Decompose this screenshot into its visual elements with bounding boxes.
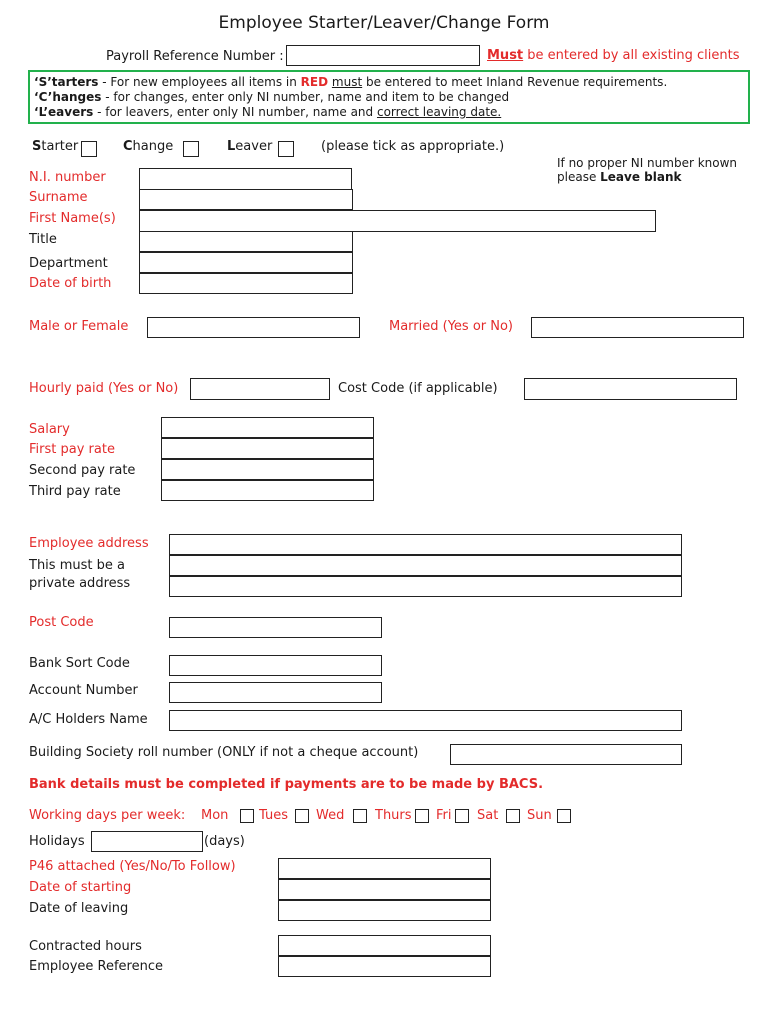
salary-input[interactable] (161, 417, 374, 438)
address-line2-input[interactable] (169, 555, 682, 576)
married-label: Married (Yes or No) (389, 319, 514, 334)
day-wed-label: Wed (316, 808, 345, 823)
department-label: Department (29, 256, 108, 271)
ni-note-line2: please Leave blank (557, 170, 682, 184)
notice-changes: ‘C’hanges - for changes, enter only NI number, name and item to be changed (34, 90, 510, 104)
start-date-input[interactable] (278, 879, 491, 900)
leaver-label: Leaver (227, 139, 273, 154)
account-holder-label: A/C Holders Name (29, 712, 148, 727)
third-pay-rate-label: Third pay rate (29, 484, 121, 499)
salary-label: Salary (29, 422, 70, 437)
change-label: Change (123, 139, 174, 154)
day-fri-label: Fri (436, 808, 452, 823)
payroll-ref-input[interactable] (286, 45, 480, 66)
instructions-notice (28, 70, 750, 124)
day-mon-checkbox[interactable] (240, 809, 254, 823)
day-thurs-label: Thurs (375, 808, 412, 823)
first-name-label: First Name(s) (29, 211, 116, 226)
title-label: Title (29, 232, 57, 247)
address-note-line2: private address (29, 576, 131, 591)
contracted-hours-label: Contracted hours (29, 939, 142, 954)
employee-ref-label: Employee Reference (29, 959, 163, 974)
day-tues-checkbox[interactable] (295, 809, 309, 823)
notice-leavers: ‘L’eavers - for leavers, enter only NI number, name and correct leaving date. (34, 105, 502, 119)
first-pay-rate-input[interactable] (161, 438, 374, 459)
sort-code-input[interactable] (169, 655, 382, 676)
holidays-unit: (days) (204, 834, 245, 849)
married-input[interactable] (531, 317, 744, 338)
start-date-label: Date of starting (29, 880, 132, 895)
employee-ref-input[interactable] (278, 956, 491, 977)
ni-number-label: N.I. number (29, 170, 106, 185)
notice-starters: ‘S’tarters - For new employees all items in RED must be entered to meet Inland Revenue requirements. (34, 75, 668, 89)
p46-input[interactable] (278, 858, 491, 879)
account-number-input[interactable] (169, 682, 382, 703)
bacs-note: Bank details must be completed if payments are to be made by BACS. (29, 777, 544, 792)
account-holder-input[interactable] (169, 710, 682, 731)
day-sun-label: Sun (527, 808, 552, 823)
bs-roll-input[interactable] (450, 744, 682, 765)
address-note-line1: This must be a (29, 558, 125, 573)
starter-checkbox[interactable] (81, 141, 97, 157)
starter-label: Starter (32, 139, 79, 154)
change-checkbox[interactable] (183, 141, 199, 157)
p46-label: P46 attached (Yes/No/To Follow) (29, 859, 236, 874)
address-line3-input[interactable] (169, 576, 682, 597)
account-number-label: Account Number (29, 683, 138, 698)
second-pay-rate-input[interactable] (161, 459, 374, 480)
surname-label: Surname (29, 190, 88, 205)
hourly-paid-input[interactable] (190, 378, 330, 400)
first-name-input[interactable] (139, 210, 656, 232)
dob-input[interactable] (139, 273, 353, 294)
second-pay-rate-label: Second pay rate (29, 463, 136, 478)
cost-code-input[interactable] (524, 378, 737, 400)
address-label: Employee address (29, 536, 149, 551)
dob-label: Date of birth (29, 276, 112, 291)
day-sat-label: Sat (477, 808, 499, 823)
contracted-hours-input[interactable] (278, 935, 491, 956)
cost-code-label: Cost Code (if applicable) (338, 381, 498, 396)
sort-code-label: Bank Sort Code (29, 656, 130, 671)
address-line1-input[interactable] (169, 534, 682, 555)
day-wed-checkbox[interactable] (353, 809, 367, 823)
holidays-input[interactable] (91, 831, 203, 852)
hourly-paid-label: Hourly paid (Yes or No) (29, 381, 179, 396)
holidays-label: Holidays (29, 834, 85, 849)
payroll-note: Must be entered by all existing clients (487, 48, 740, 63)
bs-roll-label: Building Society roll number (ONLY if not a cheque account) (29, 745, 419, 760)
ni-note-line1: If no proper NI number known (557, 156, 738, 170)
day-tues-label: Tues (259, 808, 288, 823)
page-title: Employee Starter/Leaver/Change Form (218, 13, 550, 33)
first-pay-rate-label: First pay rate (29, 442, 115, 457)
title-input[interactable] (139, 231, 353, 252)
leave-date-label: Date of leaving (29, 901, 129, 916)
postcode-input[interactable] (169, 617, 382, 638)
tick-hint: (please tick as appropriate.) (321, 139, 505, 154)
day-sun-checkbox[interactable] (557, 809, 571, 823)
day-mon-label: Mon (201, 808, 229, 823)
leave-date-input[interactable] (278, 900, 491, 921)
ni-number-input[interactable] (139, 168, 352, 190)
day-sat-checkbox[interactable] (506, 809, 520, 823)
surname-input[interactable] (139, 189, 353, 210)
day-thurs-checkbox[interactable] (415, 809, 429, 823)
gender-label: Male or Female (29, 319, 129, 334)
day-fri-checkbox[interactable] (455, 809, 469, 823)
payroll-ref-label: Payroll Reference Number : (106, 49, 284, 64)
leaver-checkbox[interactable] (278, 141, 294, 157)
gender-input[interactable] (147, 317, 360, 338)
third-pay-rate-input[interactable] (161, 480, 374, 501)
postcode-label: Post Code (29, 615, 94, 630)
working-days-label: Working days per week: (29, 808, 186, 823)
department-input[interactable] (139, 252, 353, 273)
